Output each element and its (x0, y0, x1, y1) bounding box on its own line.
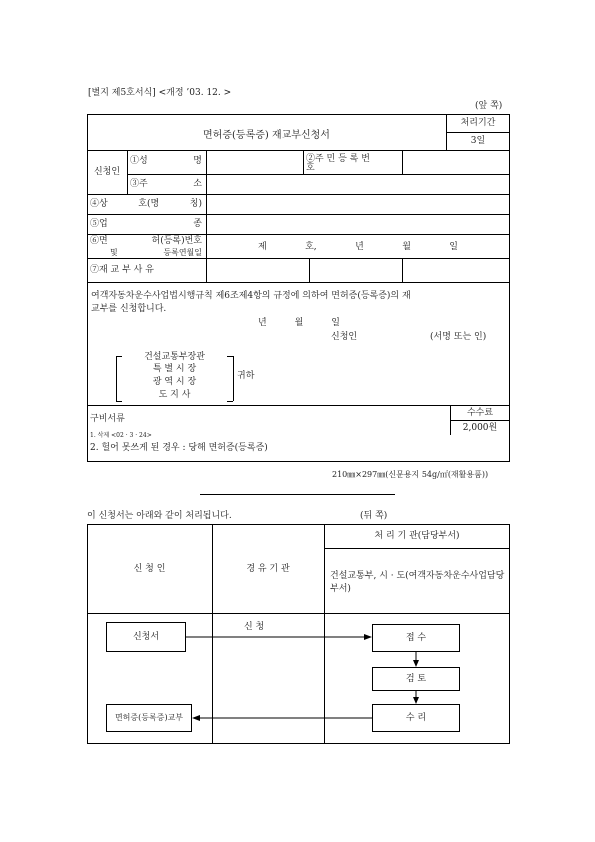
date-line: 년 월 일 (258, 318, 340, 328)
address-label: ③주 소 (130, 179, 202, 189)
required-doc-1: 1. 삭제 <02 · 3 · 24> (90, 432, 152, 439)
reissue-reason-label: ⑦재 교 부 사 유 (90, 265, 154, 275)
processing-period-value: 3일 (470, 136, 486, 146)
license-date-label: 및 등록연월일 (110, 248, 202, 257)
applicant-label: 신청인 (93, 167, 121, 177)
flow-accept-box: 수 리 (372, 704, 460, 732)
body-text-line-2: 교부를 신청합니다. (91, 304, 167, 314)
col-processing-agency: 처 리 기 관(담당부서) (374, 531, 460, 541)
license-value[interactable]: 제 호, 년 월 일 (258, 242, 458, 252)
back-intro: 이 신청서는 아래와 같이 처리됩니다. (87, 511, 232, 521)
signer-label: 신청인 (331, 332, 358, 342)
processing-dept: 건설교통부, 시 · 도(여객자동차운수사업담당부서) (330, 571, 505, 594)
flow-receive-box: 접 수 (372, 624, 460, 652)
signature-label[interactable]: (서명 또는 인) (430, 332, 487, 342)
flow-issue-box: 면허증(등록증)교부 (106, 704, 192, 732)
rrn-label: ②주 민 등 록 번 (306, 154, 370, 164)
required-doc-2: 2. 헐어 못쓰게 된 경우 : 당해 면허증(등록증) (90, 443, 268, 453)
col-applicant: 신 청 인 (133, 564, 166, 574)
rrn-label-continued: 호 (306, 163, 315, 173)
processing-period-label: 처리기간 (460, 118, 496, 128)
form-reference: [별지 제5호서식] <개정 ’03. 12. > (88, 88, 232, 98)
back-side-label: (뒤 쪽) (360, 511, 388, 521)
flow-apply-arrow-label: 신 청 (244, 622, 265, 632)
recipient-province: 도 지 사 (158, 390, 191, 400)
required-docs-label: 구비서류 (90, 414, 125, 424)
body-text-line-1: 여객자동차운수사업법시행규칙 제6조제4항의 규정에 의하여 면허증(등록증)의 재 (91, 291, 411, 301)
front-side-label: (앞 쪽) (475, 101, 503, 111)
trade-name-label: ④상 호(명 칭) (90, 199, 202, 209)
honorific: 귀하 (237, 371, 255, 381)
license-number-label: ⑥면 허(등록)번호 (90, 236, 202, 246)
flow-review-box: 검 토 (372, 667, 460, 691)
recipient-special-city: 특 별 시 장 (152, 364, 197, 374)
flow-application-box: 신청서 (106, 622, 186, 652)
col-via-agency: 경 유 기 관 (246, 564, 290, 574)
recipient-minister: 건설교통부장관 (144, 352, 205, 362)
recipient-metro-city: 광 역 시 장 (152, 377, 197, 387)
name-label: ①성 명 (130, 156, 202, 166)
fee-value: 2,000원 (462, 423, 498, 433)
paper-spec: 210㎜×297㎜(신문용지 54g/㎡(재활용품)) (332, 470, 489, 479)
fee-label: 수수료 (466, 408, 494, 418)
form-title: 면허증(등록증) 재교부신청서 (203, 130, 330, 141)
business-type-label: ⑤업 종 (90, 219, 202, 229)
